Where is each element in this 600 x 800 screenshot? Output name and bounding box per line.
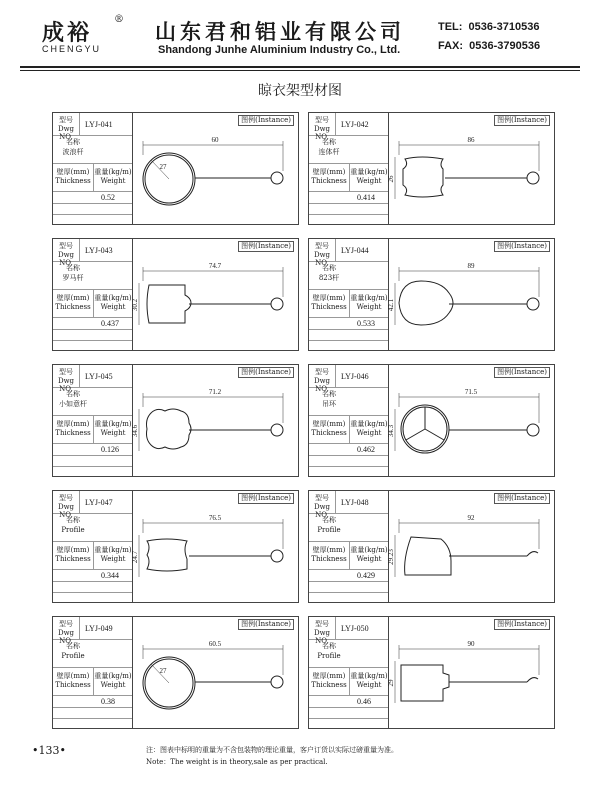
instance-tag: 图例(Instance) bbox=[494, 619, 550, 630]
footnote-en: Note：The weight is in theory,sale as per practical. bbox=[146, 758, 328, 766]
weight-label-en: Weight bbox=[100, 429, 126, 437]
name-label: 名称 bbox=[322, 516, 336, 524]
weight-label-en: Weight bbox=[356, 177, 382, 185]
profile-outline bbox=[401, 665, 538, 701]
model-label-cn: 型号 bbox=[59, 242, 73, 250]
table-rule bbox=[309, 707, 388, 708]
footnote-cn: 注：图表中标明的重量为不含包装物的理论重量，客户订货以实际过磅重量为准。 bbox=[146, 746, 398, 754]
profile-drawing bbox=[135, 125, 297, 223]
profile-body bbox=[401, 665, 449, 701]
dimension-lines bbox=[139, 393, 283, 451]
dimension-lines bbox=[395, 393, 539, 451]
profile-hook bbox=[271, 298, 283, 310]
thickness-label-cn: 壁厚(mm) bbox=[312, 168, 346, 176]
name-label: 名称 bbox=[66, 390, 80, 398]
profile-body bbox=[405, 537, 451, 575]
weight-label-en: Weight bbox=[100, 681, 126, 689]
profile-card bbox=[308, 364, 555, 477]
spec-table bbox=[53, 239, 133, 350]
profile-name: 823杆 bbox=[318, 274, 340, 282]
model-label-en: Dwg NO. bbox=[313, 251, 331, 267]
weight-label-en: Weight bbox=[100, 177, 126, 185]
table-rule bbox=[309, 695, 388, 696]
table-rule bbox=[309, 455, 388, 456]
profile-drawing bbox=[387, 503, 553, 601]
table-rule bbox=[53, 317, 132, 318]
weight-value: 0.38 bbox=[101, 697, 115, 706]
profile-drawing bbox=[131, 503, 297, 601]
profile-body bbox=[403, 157, 443, 197]
table-rule bbox=[53, 718, 132, 719]
name-label: 名称 bbox=[66, 264, 80, 272]
table-divider bbox=[79, 491, 80, 513]
height-dimension: 34.6 bbox=[131, 424, 139, 438]
model-label-cn: 型号 bbox=[59, 116, 73, 124]
weight-value: 0.344 bbox=[101, 571, 119, 580]
dimension-lines bbox=[395, 645, 539, 703]
profile-hook bbox=[527, 424, 539, 436]
width-dimension: 71.2 bbox=[208, 388, 222, 396]
table-divider bbox=[335, 491, 336, 513]
table-rule bbox=[309, 443, 388, 444]
model-label-en: Dwg NO. bbox=[313, 377, 331, 393]
table-rule bbox=[309, 569, 388, 570]
table-rule bbox=[53, 581, 132, 582]
profile-hook bbox=[271, 550, 283, 562]
table-divider bbox=[335, 239, 336, 261]
weight-label-cn: 重量(kg/m) bbox=[350, 420, 388, 428]
profile-card bbox=[52, 364, 299, 477]
weight-value: 0.462 bbox=[357, 445, 375, 454]
table-rule bbox=[53, 695, 132, 696]
thickness-label-en: Thickness bbox=[311, 681, 347, 689]
dimension-lines bbox=[143, 645, 283, 683]
table-divider bbox=[79, 239, 80, 261]
model-label-en: Dwg NO. bbox=[57, 251, 75, 267]
profile-drawing bbox=[131, 251, 297, 349]
weight-label-en: Weight bbox=[100, 303, 126, 311]
drawing-number: LYJ-046 bbox=[341, 372, 369, 381]
profile-outline bbox=[399, 281, 539, 325]
height-dimension: 24.7 bbox=[131, 550, 139, 564]
brand-logo: 成裕 bbox=[42, 20, 93, 46]
spec-table bbox=[309, 239, 389, 350]
thickness-label-en: Thickness bbox=[55, 303, 91, 311]
table-divider bbox=[79, 365, 80, 387]
table-rule bbox=[53, 455, 132, 456]
spec-table bbox=[309, 365, 389, 476]
name-label: 名称 bbox=[322, 642, 336, 650]
table-rule bbox=[309, 718, 388, 719]
table-divider bbox=[335, 365, 336, 387]
profile-hook bbox=[271, 676, 283, 688]
weight-label-en: Weight bbox=[356, 555, 382, 563]
profile-drawing bbox=[387, 251, 553, 349]
width-dimension: 76.5 bbox=[208, 514, 222, 522]
model-label-cn: 型号 bbox=[59, 494, 73, 502]
profile-name: Profile bbox=[317, 526, 341, 534]
drawing-number: LYJ-049 bbox=[85, 624, 113, 633]
table-rule bbox=[53, 443, 132, 444]
thickness-label-cn: 壁厚(mm) bbox=[56, 672, 90, 680]
width-dimension: 60 bbox=[211, 136, 219, 144]
page-number: •133• bbox=[32, 744, 66, 757]
instance-tag: 图例(Instance) bbox=[494, 493, 550, 504]
profile-outline bbox=[147, 539, 283, 571]
table-divider bbox=[79, 617, 80, 639]
spec-table bbox=[53, 617, 133, 728]
model-label-cn: 型号 bbox=[315, 368, 329, 376]
table-rule bbox=[309, 191, 388, 192]
table-rule bbox=[53, 329, 132, 330]
table-rule bbox=[309, 317, 388, 318]
width-dimension: 90 bbox=[467, 640, 475, 648]
profile-name: Profile bbox=[61, 652, 85, 660]
thickness-label-cn: 壁厚(mm) bbox=[312, 672, 346, 680]
model-label-en: Dwg NO. bbox=[57, 125, 75, 141]
table-divider bbox=[79, 113, 80, 135]
weight-label-en: Weight bbox=[356, 681, 382, 689]
profile-name: Profile bbox=[61, 526, 85, 534]
thickness-label-en: Thickness bbox=[311, 555, 347, 563]
company-name-en: Shandong Junhe Aluminium Industry Co., Ltd. bbox=[158, 44, 401, 56]
instance-tag: 图例(Instance) bbox=[494, 367, 550, 378]
thickness-label-en: Thickness bbox=[311, 177, 347, 185]
table-rule bbox=[309, 329, 388, 330]
width-dimension: 74.7 bbox=[208, 262, 222, 270]
width-dimension: 92 bbox=[467, 514, 475, 522]
weight-value: 0.437 bbox=[101, 319, 119, 328]
thickness-label-en: Thickness bbox=[55, 177, 91, 185]
width-dimension: 86 bbox=[467, 136, 475, 144]
profile-drawing bbox=[135, 629, 297, 727]
radius-dimension: 27 bbox=[159, 163, 167, 171]
profile-spoke bbox=[425, 429, 444, 440]
weight-value: 0.52 bbox=[101, 193, 115, 202]
profile-drawing bbox=[387, 125, 553, 223]
profile-name: 小如意杆 bbox=[59, 400, 87, 408]
height-dimension: 42.1 bbox=[387, 298, 395, 312]
table-rule bbox=[309, 203, 388, 204]
radius-dimension: 27 bbox=[159, 667, 167, 675]
table-rule bbox=[309, 214, 388, 215]
thickness-label-en: Thickness bbox=[55, 681, 91, 689]
profile-outline bbox=[405, 537, 538, 575]
name-label: 名称 bbox=[66, 642, 80, 650]
drawing-number: LYJ-043 bbox=[85, 246, 113, 255]
weight-label-cn: 重量(kg/m) bbox=[94, 546, 132, 554]
table-rule bbox=[53, 191, 132, 192]
fax: FAX: 0536-3790536 bbox=[438, 40, 541, 52]
model-label-en: Dwg NO. bbox=[57, 377, 75, 393]
company-name-cn: 山东君和铝业有限公司 bbox=[155, 20, 405, 44]
profile-name: 罗马杆 bbox=[62, 274, 84, 282]
instance-tag: 图例(Instance) bbox=[238, 493, 294, 504]
profile-drawing bbox=[387, 377, 553, 475]
drawing-number: LYJ-042 bbox=[341, 120, 369, 129]
drawing-number: LYJ-047 bbox=[85, 498, 113, 507]
header-rule bbox=[20, 66, 580, 68]
instance-tag: 图例(Instance) bbox=[238, 367, 294, 378]
table-rule bbox=[309, 340, 388, 341]
table-rule bbox=[53, 466, 132, 467]
profile-card bbox=[52, 616, 299, 729]
table-rule bbox=[53, 707, 132, 708]
thickness-label-cn: 壁厚(mm) bbox=[56, 546, 90, 554]
profile-card bbox=[52, 238, 299, 351]
profile-card bbox=[52, 112, 299, 225]
profile-outline bbox=[147, 285, 283, 323]
profile-card bbox=[308, 112, 555, 225]
profile-name: 波浪杆 bbox=[62, 148, 84, 156]
profile-card bbox=[308, 238, 555, 351]
profile-hook bbox=[527, 552, 538, 556]
profile-hook bbox=[527, 298, 539, 310]
instance-tag: 图例(Instance) bbox=[494, 115, 550, 126]
weight-value: 0.533 bbox=[357, 319, 375, 328]
dimension-lines bbox=[139, 267, 283, 325]
weight-label-en: Weight bbox=[356, 303, 382, 311]
name-label: 名称 bbox=[66, 516, 80, 524]
table-divider bbox=[335, 617, 336, 639]
profile-drawing bbox=[131, 377, 297, 475]
weight-label-en: Weight bbox=[100, 555, 126, 563]
table-rule bbox=[53, 214, 132, 215]
dimension-lines bbox=[395, 267, 539, 325]
profile-body bbox=[147, 539, 187, 571]
thickness-label-cn: 壁厚(mm) bbox=[312, 546, 346, 554]
registered-mark: ® bbox=[114, 14, 124, 25]
page-title: 晾衣架型材图 bbox=[258, 83, 342, 99]
weight-label-en: Weight bbox=[356, 429, 382, 437]
profile-card bbox=[308, 616, 555, 729]
name-label: 名称 bbox=[322, 390, 336, 398]
weight-label-cn: 重量(kg/m) bbox=[94, 168, 132, 176]
dimension-lines bbox=[395, 141, 539, 199]
profile-spoke bbox=[406, 429, 425, 440]
profile-hook bbox=[527, 678, 538, 682]
width-dimension: 71.5 bbox=[464, 388, 478, 396]
profile-body bbox=[399, 281, 453, 325]
header-rule-thin bbox=[20, 70, 580, 71]
dimension-lines bbox=[395, 519, 539, 577]
table-rule bbox=[53, 569, 132, 570]
model-label-cn: 型号 bbox=[315, 116, 329, 124]
drawing-number: LYJ-045 bbox=[85, 372, 113, 381]
thickness-label-cn: 壁厚(mm) bbox=[312, 420, 346, 428]
weight-label-cn: 重量(kg/m) bbox=[350, 672, 388, 680]
table-rule bbox=[309, 466, 388, 467]
spec-table bbox=[309, 113, 389, 224]
instance-tag: 图例(Instance) bbox=[238, 241, 294, 252]
drawing-number: LYJ-041 bbox=[85, 120, 113, 129]
instance-tag: 图例(Instance) bbox=[238, 619, 294, 630]
weight-value: 0.126 bbox=[101, 445, 119, 454]
name-label: 名称 bbox=[66, 138, 80, 146]
model-label-en: Dwg NO. bbox=[313, 629, 331, 645]
model-label-en: Dwg NO. bbox=[313, 503, 331, 519]
weight-label-cn: 重量(kg/m) bbox=[350, 294, 388, 302]
profile-outline bbox=[143, 153, 283, 205]
width-dimension: 60.5 bbox=[208, 640, 222, 648]
profile-name: Profile bbox=[317, 652, 341, 660]
profile-card bbox=[52, 490, 299, 603]
height-dimension: 30.2 bbox=[131, 298, 139, 312]
profile-outline bbox=[143, 657, 283, 709]
weight-value: 0.429 bbox=[357, 571, 375, 580]
dimension-lines bbox=[139, 519, 283, 577]
profile-hook bbox=[271, 172, 283, 184]
table-rule bbox=[53, 203, 132, 204]
profile-outline bbox=[401, 405, 539, 453]
profile-hook bbox=[271, 424, 283, 436]
table-rule bbox=[53, 592, 132, 593]
profile-outline bbox=[403, 157, 539, 197]
drawing-number: LYJ-050 bbox=[341, 624, 369, 633]
profile-body bbox=[147, 285, 191, 323]
spec-table bbox=[53, 491, 133, 602]
height-dimension: 26 bbox=[387, 175, 395, 183]
thickness-label-en: Thickness bbox=[311, 429, 347, 437]
instance-tag: 图例(Instance) bbox=[494, 241, 550, 252]
dimension-lines bbox=[143, 141, 283, 179]
model-label-en: Dwg NO. bbox=[57, 629, 75, 645]
table-rule bbox=[309, 592, 388, 593]
model-label-cn: 型号 bbox=[315, 620, 329, 628]
profile-drawing bbox=[387, 629, 553, 727]
profile-card bbox=[308, 490, 555, 603]
profile-body bbox=[147, 409, 192, 449]
weight-label-cn: 重量(kg/m) bbox=[350, 168, 388, 176]
weight-label-cn: 重量(kg/m) bbox=[94, 420, 132, 428]
profile-name: 连体杆 bbox=[318, 148, 340, 156]
profile-hook bbox=[527, 172, 539, 184]
spec-table bbox=[309, 491, 389, 602]
height-dimension: 29.23 bbox=[387, 549, 395, 565]
profile-name: 吊环 bbox=[322, 400, 336, 408]
thickness-label-cn: 壁厚(mm) bbox=[56, 294, 90, 302]
model-label-cn: 型号 bbox=[59, 620, 73, 628]
thickness-label-cn: 壁厚(mm) bbox=[56, 420, 90, 428]
page-header bbox=[20, 16, 580, 64]
height-dimension: 29 bbox=[387, 679, 395, 687]
weight-value: 0.414 bbox=[357, 193, 375, 202]
brand-name-en: CHENGYU bbox=[42, 44, 102, 54]
drawing-number: LYJ-044 bbox=[341, 246, 369, 255]
model-label-cn: 型号 bbox=[59, 368, 73, 376]
model-label-en: Dwg NO. bbox=[57, 503, 75, 519]
thickness-label-cn: 壁厚(mm) bbox=[312, 294, 346, 302]
thickness-label-en: Thickness bbox=[55, 429, 91, 437]
name-label: 名称 bbox=[322, 138, 336, 146]
weight-label-cn: 重量(kg/m) bbox=[94, 672, 132, 680]
drawing-number: LYJ-048 bbox=[341, 498, 369, 507]
height-dimension: 34.3 bbox=[387, 424, 395, 438]
table-rule bbox=[53, 340, 132, 341]
width-dimension: 89 bbox=[467, 262, 475, 270]
spec-table bbox=[53, 365, 133, 476]
weight-label-cn: 重量(kg/m) bbox=[350, 546, 388, 554]
weight-label-cn: 重量(kg/m) bbox=[94, 294, 132, 302]
table-divider bbox=[335, 113, 336, 135]
profile-outline bbox=[147, 409, 284, 449]
thickness-label-en: Thickness bbox=[311, 303, 347, 311]
telephone: TEL: 0536-3710536 bbox=[438, 21, 540, 33]
model-label-cn: 型号 bbox=[315, 242, 329, 250]
model-label-cn: 型号 bbox=[315, 494, 329, 502]
instance-tag: 图例(Instance) bbox=[238, 115, 294, 126]
thickness-label-en: Thickness bbox=[55, 555, 91, 563]
name-label: 名称 bbox=[322, 264, 336, 272]
model-label-en: Dwg NO. bbox=[313, 125, 331, 141]
spec-table bbox=[309, 617, 389, 728]
table-rule bbox=[309, 581, 388, 582]
thickness-label-cn: 壁厚(mm) bbox=[56, 168, 90, 176]
spec-table bbox=[53, 113, 133, 224]
weight-value: 0.46 bbox=[357, 697, 371, 706]
